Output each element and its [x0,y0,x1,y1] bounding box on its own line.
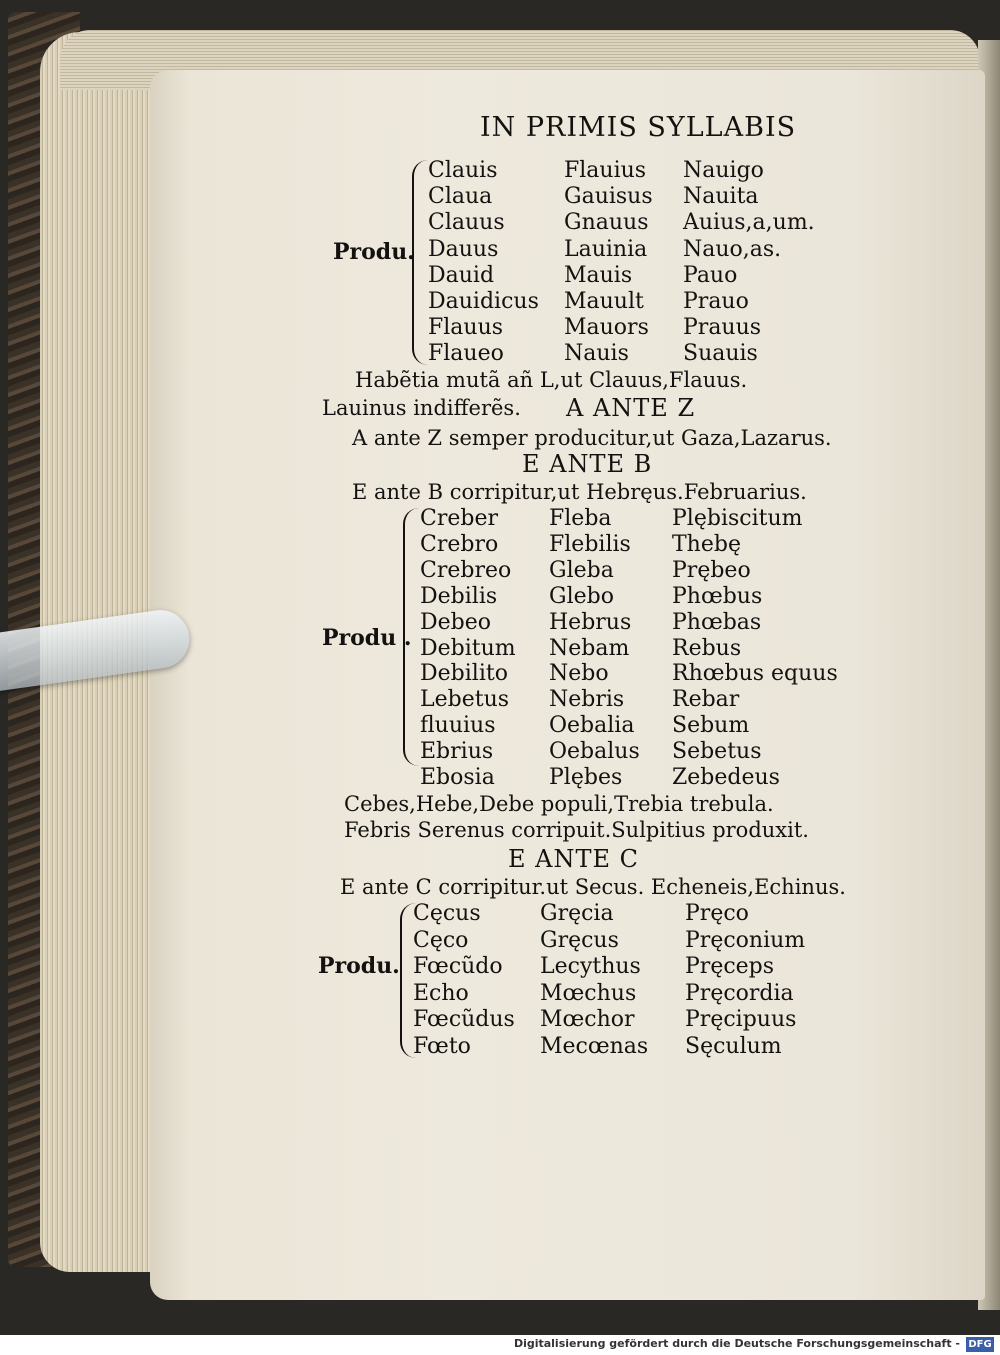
block2-word: Nebris [549,687,625,713]
block3-word: Fœcũdus [413,1007,515,1033]
block1-word: Nauita [683,184,759,210]
block1-word: Mauult [564,289,644,314]
block1-word: Dauus [428,236,499,262]
block2-word: Rhœbus equus [672,661,838,687]
block2-word: Sebum [672,713,750,739]
block2-word: Crebreo [420,557,512,583]
rule-a-z: A ante Z semper producitur,ut Gaza,Lazarus. [352,426,832,450]
block2-word: Plębes [549,765,623,790]
block2-word: Phœbas [672,609,762,635]
block3-word: Pręconium [685,927,806,953]
block1-word: Claua [428,184,493,210]
block2-word: Plębiscitum [672,506,803,531]
block1-word: Prauus [683,315,762,341]
block1-word: Nauo,as. [683,236,782,262]
block1-label: Produ. [333,239,415,265]
block2-word: Ebosia [420,765,495,790]
page-heading: IN PRIMIS SYLLABIS [480,112,797,143]
block2-word: fluuius [420,713,496,739]
block2-word: Nebam [549,635,630,661]
block1-word: Mauors [564,315,649,341]
block3-word: Fœto [413,1034,471,1059]
block1-word: Pauo [683,262,738,288]
block1-word: Flaueo [428,341,504,367]
section-heading-a-z: A ANTE Z [566,394,696,422]
block2-word: Sebetus [672,739,762,765]
block3-word: Sęculum [685,1034,782,1059]
block3-word: Mœchor [540,1007,635,1033]
block2-word: Oebalia [549,713,635,739]
block2-word: Oebalus [549,739,640,765]
block3-word: Lecythus [540,954,641,980]
block2-label: Produ . [322,625,412,651]
block2-word: Debitum [420,635,516,661]
note-line-4: Febris Serenus corripuit.Sulpitius produxit. [344,818,809,842]
rule-e-b: E ante B corripitur,ut Hebręus.Februarius. [352,480,807,504]
block3-word: Pręceps [685,954,775,980]
block3-word: Fœcũdo [413,954,503,980]
section-heading-e-b: E ANTE B [522,450,653,478]
block3-label: Produ. [318,953,400,979]
block2-word: Zebedeus [672,765,780,790]
block3-word: Gręcia [540,901,614,926]
block1-word: Auius,a,um. [683,210,815,236]
block1-word: Suauis [683,341,758,367]
block1-word: Flauus [428,315,504,341]
block1-word: Prauo [683,289,749,314]
block1-word: Gnauus [564,210,649,236]
block2-word: Creber [420,506,498,531]
block1-word: Clauus [428,210,505,236]
block2-word: Thebę [672,531,741,557]
block2-word: Gleba [549,557,614,583]
block1-word: Nauigo [683,158,764,183]
block2-word: Debilis [420,583,498,609]
footer-bar [0,1335,1000,1355]
block2-word: Fleba [549,506,612,531]
block1-word: Clauis [428,158,498,183]
block1-word: Dauid [428,262,495,288]
block1-word: Mauis [564,262,633,288]
block1-word: Flauius [564,158,647,183]
note-line-2: Lauinus indifferẽs. [322,396,521,420]
block2-word: Ebrius [420,739,494,765]
block2-word: Lebetus [420,687,510,713]
block2-word: Rebar [672,687,740,713]
note-line-3: Cebes,Hebe,Debe populi,Trebia trebula. [344,792,774,816]
block3-word: Pręcordia [685,980,794,1006]
block3-word: Pręcipuus [685,1007,797,1033]
block2-word: Glebo [549,583,614,609]
block1-word: Gauisus [564,184,653,210]
block2-word: Crebro [420,531,499,557]
block2-word: Debeo [420,609,492,635]
block2-word: Prębeo [672,557,751,583]
footer-credit: Digitalisierung gefördert durch die Deutsche Forschungsgemeinschaft - [513,1337,960,1350]
block1-word: Nauis [564,341,629,367]
block3-word: Cęcus [413,901,481,926]
note-line-1: Habẽtia mutã añ L,ut Clauus,Flauus. [355,368,748,392]
block3-word: Echo [413,980,469,1006]
block2-word: Flebilis [549,531,631,557]
block2-word: Rebus [672,635,742,661]
block3-word: Pręco [685,901,749,926]
block2-word: Hebrus [549,609,632,635]
block1-word: Dauidicus [428,289,539,314]
block1-word: Lauinia [564,236,648,262]
block3-word: Mœchus [540,980,637,1006]
block2-word: Debilito [420,661,508,687]
rule-e-c: E ante C corripitur.ut Secus. Echeneis,Echinus. [340,875,846,899]
block3-word: Mecœnas [540,1034,649,1059]
block2-word: Nebo [549,661,609,687]
dfg-logo: DFG [966,1337,994,1352]
section-heading-e-c: E ANTE C [508,845,639,873]
block3-word: Cęco [413,927,469,953]
block3-word: Gręcus [540,927,619,953]
block2-word: Phœbus [672,583,763,609]
